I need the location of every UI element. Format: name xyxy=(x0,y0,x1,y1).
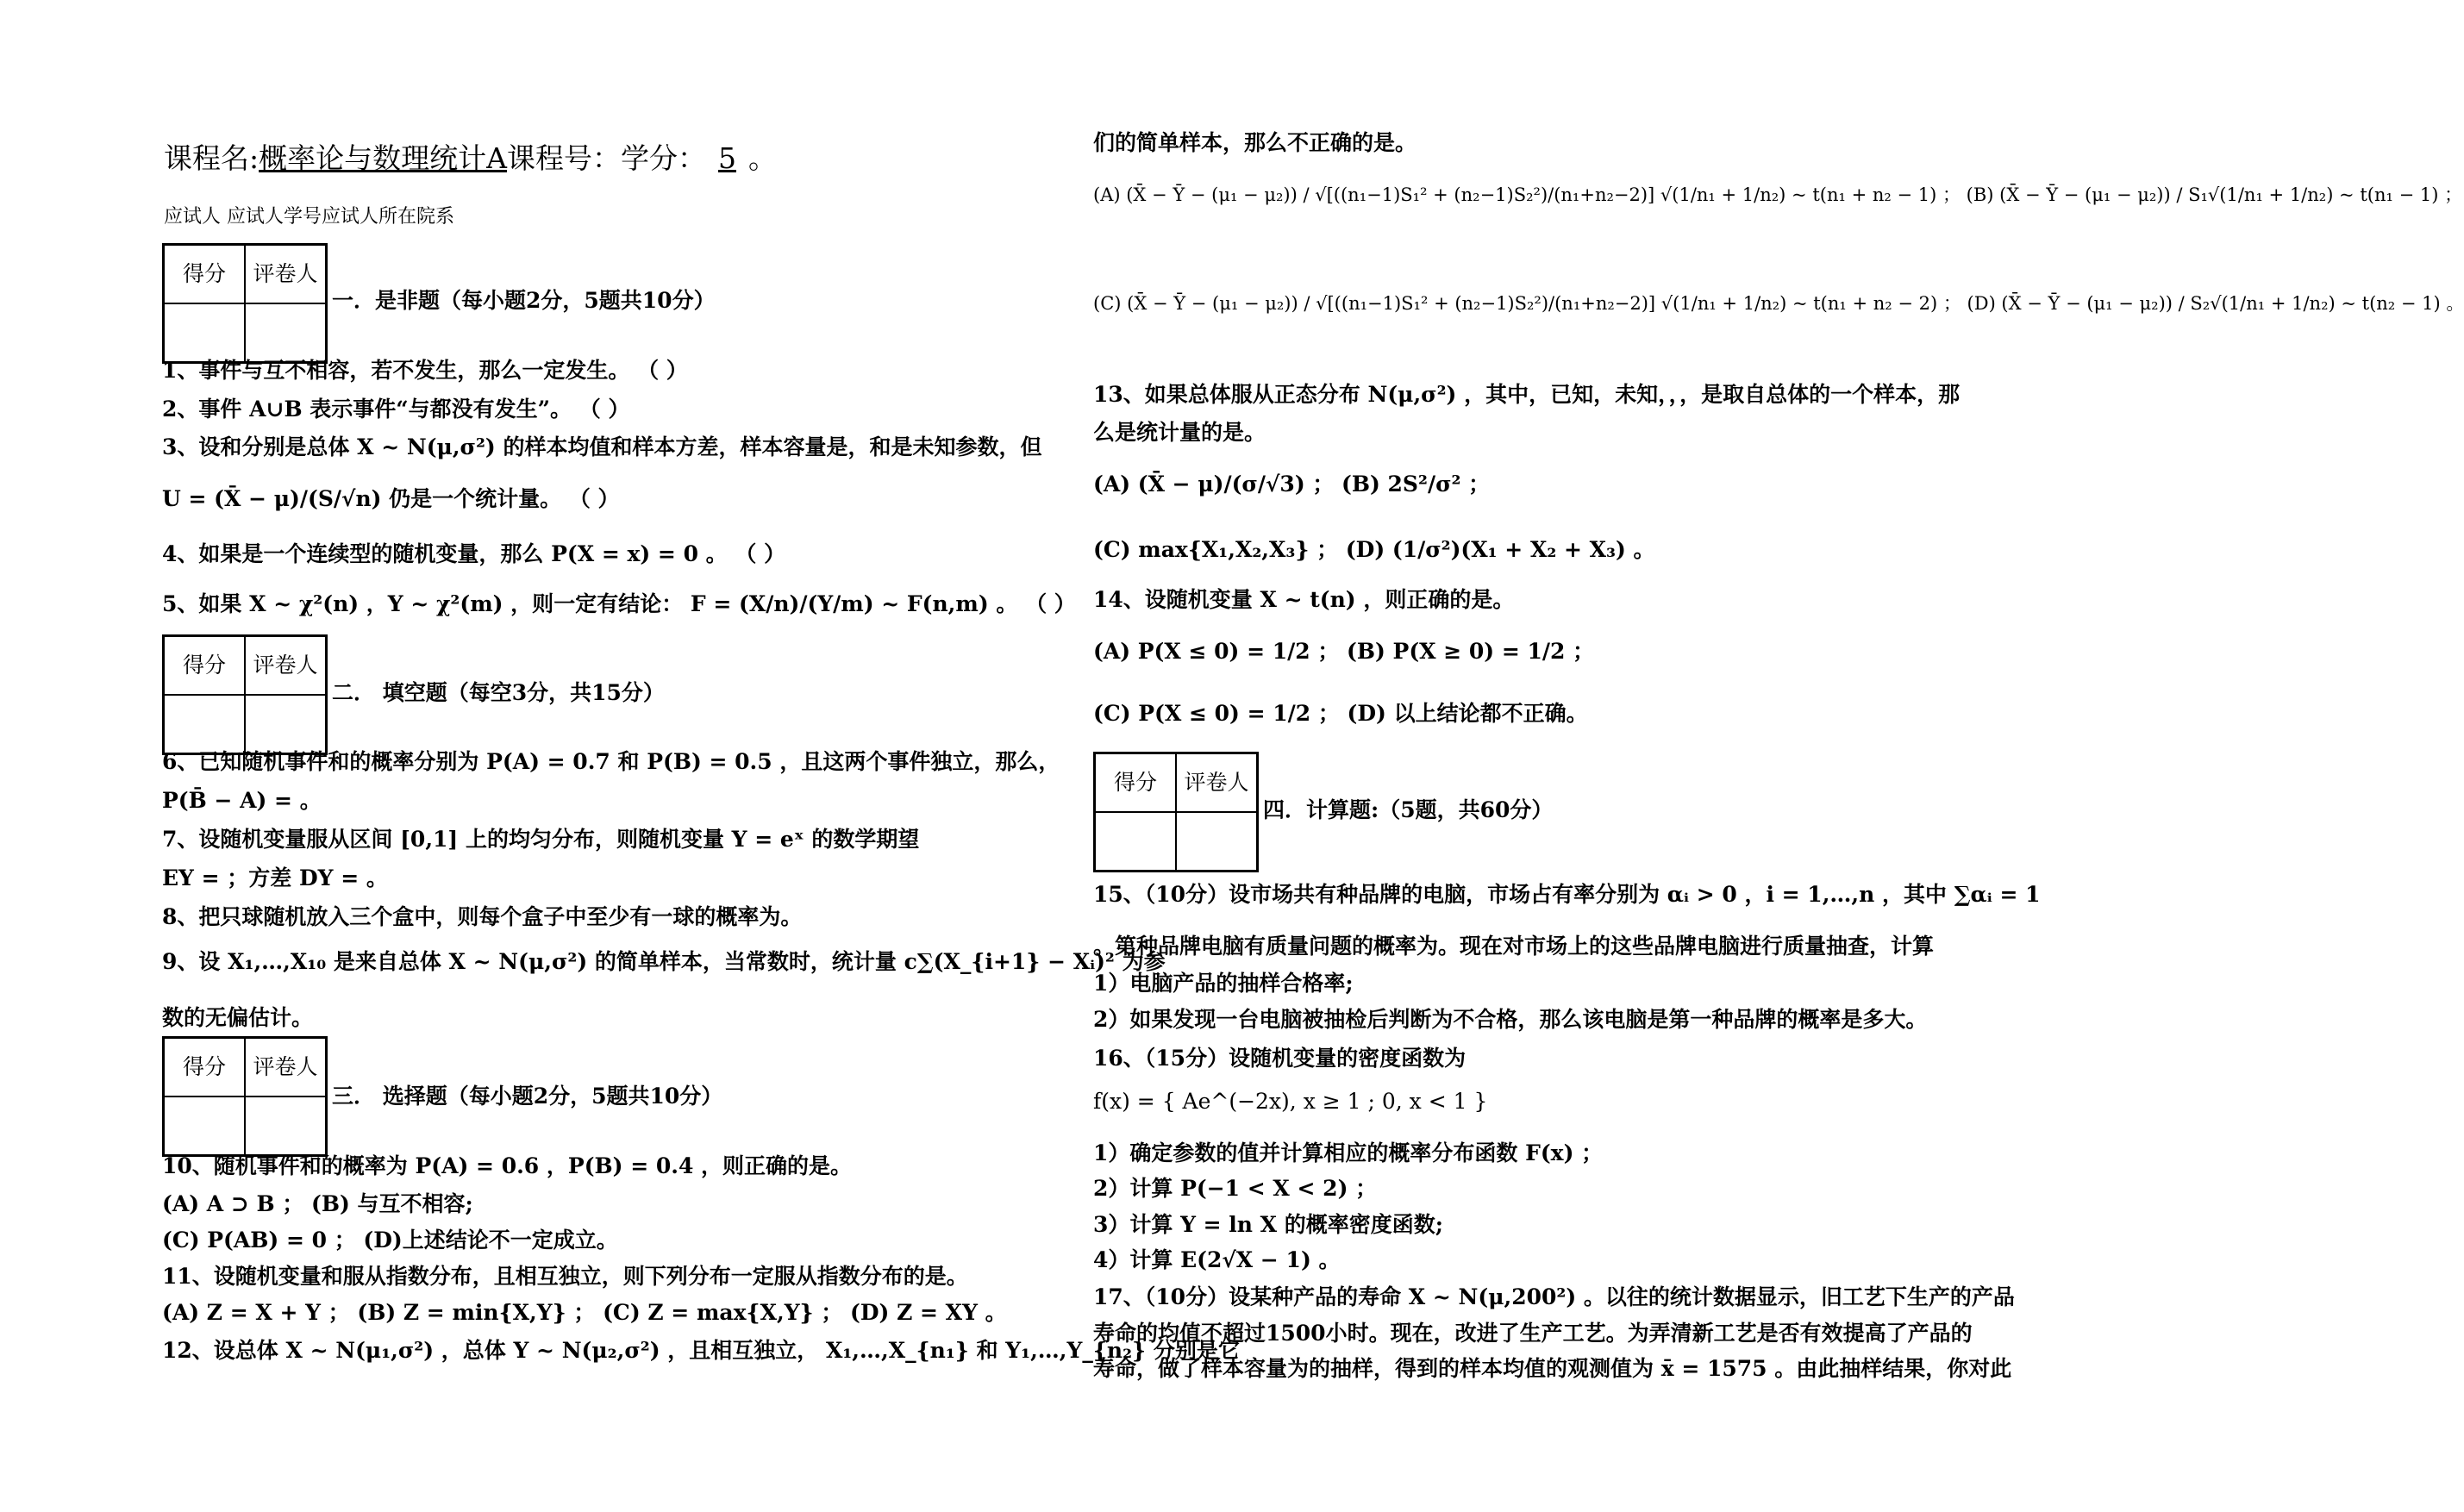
section-3-title: 三． 选择题（每小题2分，5题共10分） xyxy=(332,1084,723,1109)
course-number-label: 课程号： xyxy=(506,141,621,175)
q5-text: 5、如果 X ~ χ²(n) ，Y ~ χ²(m) ，则一定有结论： F = (X/n)/(Y/m) ~ F(n,m) 。 （ ） xyxy=(162,591,1076,616)
score-header: 得分 xyxy=(164,636,246,696)
q3-statistic: U = (X̄ − μ)/(S/√n) 仍是一个统计量。 （ ） xyxy=(162,486,620,511)
course-title-line xyxy=(164,141,777,175)
q9-cont: 数的无偏估计。 xyxy=(162,1005,314,1030)
q11-text: 11、设随机变量和服从指数分布，且相互独立，则下列分布一定服从指数分布的是。 xyxy=(162,1264,968,1289)
score-header: 得分 xyxy=(164,245,246,304)
q2-text: 2、事件 A∪B 表示事件“与都没有发生”。 （ ） xyxy=(162,397,630,422)
q13-text: 13、如果总体服从正态分布 N(μ,σ²) ，其中，已知，未知，，，是取自总体的一个样本，那 xyxy=(1093,382,1961,407)
q12-options-cd: (C) (X̄ − Ȳ − (μ₁ − μ₂)) / √[((n₁−1)S₁² + (n₂−1)S₂²)/(n₁+n₂−2)] √(1/n₁ + 1/n₂) ~ t(n₁ + n₂ − 2) ； (D) (X̄ − Ȳ − (μ₁ − μ₂)) / S₂√(1/n₁ + 1/n₂) ~ t(n₂ − 1) 。 xyxy=(1093,293,2464,314)
q14-options-ab: (A) P(X ≤ 0) = 1/2 ； (B) P(X ≥ 0) = 1/2 ； xyxy=(1093,639,1595,664)
q15-text: 15、（10分）设市场共有种品牌的电脑，市场占有率分别为 αᵢ > 0 ，i = 1,…,n ，其中 ∑αᵢ = 1 xyxy=(1093,882,2041,907)
score-cell[interactable] xyxy=(1095,812,1177,872)
q17-cont-1: 寿命的均值不超过1500小时。现在，改进了生产工艺。为弄清新工艺是否有效提高了产品的 xyxy=(1093,1321,1973,1346)
q4-text: 4、如果是一个连续型的随机变量，那么 P(X = x) = 0 。 （ ） xyxy=(162,541,786,566)
q8-text: 8、把只球随机放入三个盒中，则每个盒子中至少有一球的概率为。 xyxy=(162,904,803,929)
section-4-title: 四．计算题:（5题，共60分） xyxy=(1263,797,1554,822)
q10-text: 10、随机事件和的概率为 P(A) = 0.6 ，P(B) = 0.4 ，则正确的是。 xyxy=(162,1153,853,1178)
credit-label: 学分： xyxy=(620,141,706,175)
q7-blanks: EY = ；方差 DY = 。 xyxy=(162,865,388,890)
score-box-3 xyxy=(162,1036,328,1157)
q12-options-ab: (A) (X̄ − Ȳ − (μ₁ − μ₂)) / √[((n₁−1)S₁² + (n₂−1)S₂²)/(n₁+n₂−2)] √(1/n₁ + 1/n₂) ~ t(n₁ + n₂ − 1) ； (B) (X̄ − Ȳ − (μ₁ − μ₂)) / S₁√(1/n₁ + 1/n₂) ~ t(n₁ − 1) ； xyxy=(1093,184,2463,205)
q14-options-cd: (C) P(X ≤ 0) = 1/2 ； (D) 以上结论都不正确。 xyxy=(1093,701,1588,726)
q13-options-ab: (A) (X̄ − μ)/(σ/√3) ； (B) 2S²/σ² ； xyxy=(1093,472,1491,497)
q15-part2: 2）如果发现一台电脑被抽检后判断为不合格，那么该电脑是第一种品牌的概率是多大。 xyxy=(1093,1007,1928,1032)
q16-density: f(x) = { Ae^(−2x), x ≥ 1 ; 0, x < 1 } xyxy=(1093,1089,1488,1114)
grader-header: 评卷人 xyxy=(245,636,327,696)
q12-text: 12、设总体 X ~ N(μ₁,σ²) ，总体 Y ~ N(μ₂,σ²) ，且相互独立， X₁,…,X_{n₁} 和 Y₁,…,Y_{n₂} 分别是它 xyxy=(162,1338,1240,1363)
score-box-1 xyxy=(162,243,328,364)
grader-cell[interactable] xyxy=(1176,812,1258,872)
section-2-title: 二． 填空题（每空3分，共15分） xyxy=(332,680,665,705)
score-box-2 xyxy=(162,634,328,755)
score-cell[interactable] xyxy=(164,695,246,754)
q7-text: 7、设随机变量服从区间 [0,1] 上的均匀分布，则随机变量 Y = eˣ 的数学期望 xyxy=(162,827,920,852)
q11-options: (A) Z = X + Y ； (B) Z = min{X,Y} ； (C) Z = max{X,Y} ； (D) Z = XY 。 xyxy=(162,1300,1007,1325)
q6-text: 6、已知随机事件和的概率分别为 P(A) = 0.7 和 P(B) = 0.5 ，且这两个事件独立，那么， xyxy=(162,749,1060,774)
q16-text: 16、（15分）设随机变量的密度函数为 xyxy=(1093,1046,1467,1071)
score-box-4 xyxy=(1093,752,1259,872)
q17-text: 17、（10分）设某种产品的寿命 X ~ N(μ,200²) 。以往的统计数据显示，旧工艺下生产的产品 xyxy=(1093,1284,2015,1309)
grader-cell[interactable] xyxy=(245,303,327,363)
q16-part3: 3）计算 Y = ln X 的概率密度函数; xyxy=(1093,1212,1444,1237)
q12-cont: 们的简单样本，那么不正确的是。 xyxy=(1093,130,1417,155)
section-1-title: 一．是非题（每小题2分，5题共10分） xyxy=(332,288,716,313)
credit-value: 5 xyxy=(717,141,736,175)
q6-blank: P(B̄ − A) = 。 xyxy=(162,788,322,813)
q10-options-cd: (C) P(AB) = 0 ； (D)上述结论不一定成立。 xyxy=(162,1228,618,1253)
q13-cont: 么是统计量的是。 xyxy=(1093,420,1266,445)
grader-header: 评卷人 xyxy=(1176,753,1258,813)
q16-part2: 2）计算 P(−1 < X < 2) ； xyxy=(1093,1176,1378,1201)
grader-header: 评卷人 xyxy=(245,245,327,304)
grader-cell[interactable] xyxy=(245,695,327,754)
q3-text: 3、设和分别是总体 X ~ N(μ,σ²) 的样本均值和样本方差，样本容量是，和是未知参数，但 xyxy=(162,434,1042,459)
course-name: 概率论与数理统计A xyxy=(259,141,507,175)
q15-part1: 1）电脑产品的抽样合格率; xyxy=(1093,971,1354,996)
q1-text: 1、事件与互不相容，若不发生，那么一定发生。 （ ） xyxy=(162,358,688,383)
score-cell[interactable] xyxy=(164,303,246,363)
grader-header: 评卷人 xyxy=(245,1038,327,1097)
q9-text: 9、设 X₁,…,X₁₀ 是来自总体 X ~ N(μ,σ²) 的简单样本，当常数时，统计量 c∑(X_{i+1} − Xᵢ)² 为参 xyxy=(162,949,1166,974)
score-header: 得分 xyxy=(1095,753,1177,813)
q16-part4: 4）计算 E(2√X − 1) 。 xyxy=(1093,1247,1341,1272)
grader-cell[interactable] xyxy=(245,1097,327,1156)
q14-text: 14、设随机变量 X ~ t(n) ，则正确的是。 xyxy=(1093,587,1515,612)
q16-part1: 1）确定参数的值并计算相应的概率分布函数 F(x) ； xyxy=(1093,1140,1604,1165)
q17-cont-2: 寿命，做了样本容量为的抽样，得到的样本均值的观测值为 x̄ = 1575 。由此抽样结果，你对此 xyxy=(1093,1356,2012,1381)
score-cell[interactable] xyxy=(164,1097,246,1156)
q13-options-cd: (C) max{X₁,X₂,X₃} ； (D) (1/σ²)(X₁ + X₂ + X₃) 。 xyxy=(1093,537,1655,562)
q10-options-ab: (A) A ⊃ B ； (B) 与互不相容; xyxy=(162,1191,473,1216)
student-info-line: 应试人 应试人学号应试人所在院系 xyxy=(164,206,454,228)
title-end: 。 xyxy=(747,141,777,175)
q15-cont: 。第种品牌电脑有质量问题的概率为。现在对市场上的这些品牌电脑进行质量抽查，计算 xyxy=(1093,934,1935,959)
score-header: 得分 xyxy=(164,1038,246,1097)
course-prefix: 课程名: xyxy=(164,141,260,175)
